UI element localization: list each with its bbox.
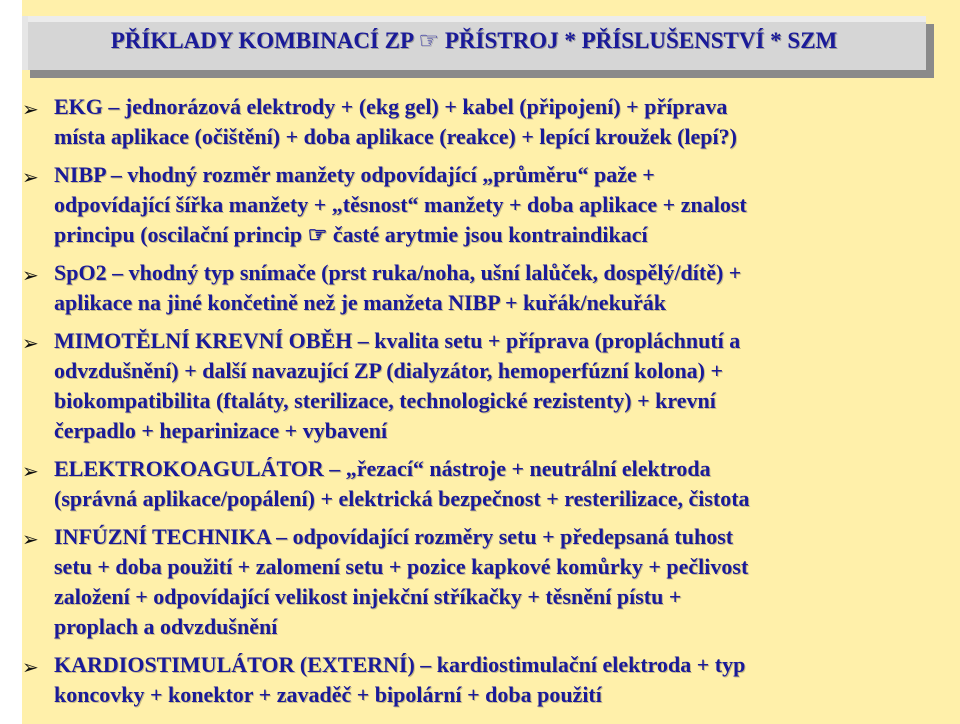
title-part-2: PŘÍSTROJ * PŘÍSLUŠENSTVÍ * SZM (444, 28, 838, 53)
bullet-infuzni (22, 522, 942, 642)
bullet-kardiostimulator (22, 650, 942, 710)
title-bevel-top (22, 16, 926, 22)
bullet-line: setu + doba použití + zalomení setu + pozice kapkové komůrky + pečlivost (54, 554, 749, 579)
bullet-line: ELEKTROKOAGULÁTOR – „řezací“ nástroje + neutrální elektroda (54, 456, 711, 481)
bullet-line: biokompatibilita (ftaláty, sterilizace, technologické rezistenty) + krevní (54, 388, 716, 413)
page-title (22, 28, 926, 54)
bullet-spo2 (22, 258, 942, 318)
left-margin-band (0, 0, 22, 724)
bullet-line: EKG – jednorázová elektrody + (ekg gel) + kabel (připojení) + příprava (54, 94, 728, 119)
arrow-bullet-icon: ➢ (22, 263, 39, 287)
bullet-mimotelni (22, 326, 942, 446)
arrow-bullet-icon: ➢ (22, 459, 39, 483)
arrow-bullet-icon: ➢ (22, 655, 39, 679)
title-part-1: PŘÍKLADY KOMBINACÍ ZP (110, 28, 413, 53)
bullet-elektrokoagulator (22, 454, 942, 514)
bullet-line: KARDIOSTIMULÁTOR (EXTERNÍ) – kardiostimulační elektroda + typ (54, 652, 746, 677)
arrow-bullet-icon: ➢ (22, 97, 39, 121)
arrow-bullet-icon: ➢ (22, 331, 39, 355)
bullet-line: INFÚZNÍ TECHNIKA – odpovídající rozměry setu + předepsaná tuhost (54, 524, 734, 549)
bullet-line: proplach a odvzdušnění (54, 614, 278, 639)
arrow-bullet-icon: ➢ (22, 527, 39, 551)
bullet-line: místa aplikace (očištění) + doba aplikace (reakce) + lepící kroužek (lepí?) (54, 124, 737, 149)
bullet-line: aplikace na jiné končetině než je manžeta NIBP + kuřák/nekuřák (54, 290, 667, 315)
bullet-line: odpovídající šířka manžety + „těsnost“ manžety + doba aplikace + znalost (54, 192, 747, 217)
title-box (22, 16, 926, 70)
bullet-line: (správná aplikace/popálení) + elektrická bezpečnost + resterilizace, čistota (54, 486, 750, 511)
bullet-line: koncovky + konektor + zavaděč + bipolární + doba použití (54, 682, 602, 707)
arrow-bullet-icon: ➢ (22, 165, 39, 189)
bullet-nibp (22, 160, 942, 250)
bullet-ekg (22, 92, 942, 152)
bullet-line: principu (oscilační princip ☞ časté arytmie jsou kontraindikací (54, 222, 648, 247)
pointing-hand-icon: ☞ (418, 28, 440, 53)
bullet-line: čerpadlo + heparinizace + vybavení (54, 418, 388, 443)
bullet-line: NIBP – vhodný rozměr manžety odpovídající „průměru“ paže + (54, 162, 655, 187)
bullet-line: odvzdušnění) + další navazující ZP (dialyzátor, hemoperfúzní kolona) + (54, 358, 724, 383)
bullet-line: MIMOTĚLNÍ KREVNÍ OBĚH – kvalita setu + příprava (propláchnutí a (54, 328, 741, 353)
bullet-line: SpO2 – vhodný typ snímače (prst ruka/noha, ušní lalůček, dospělý/dítě) + (54, 260, 742, 285)
bullet-list (22, 92, 942, 718)
bullet-line: založení + odpovídající velikost injekční stříkačky + těsnění pístu + (54, 584, 682, 609)
